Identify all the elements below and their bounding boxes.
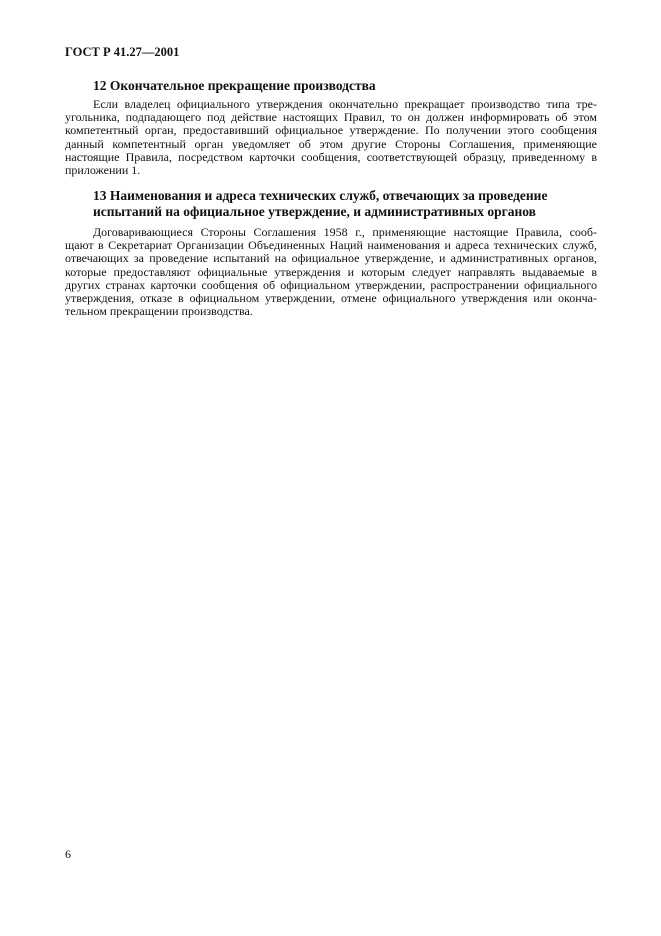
paragraph-line: которые предоставляют официальные утверждения и которым следует направлять выдаваемые в (65, 264, 597, 279)
section-13-heading (93, 188, 603, 220)
document-header: ГОСТ Р 41.27—2001 (65, 45, 180, 59)
page-number: 6 (65, 847, 71, 861)
paragraph-line: Договаривающиеся Стороны Соглашения 1958 г., применяющие настоящие Правила, сооб- (93, 225, 597, 239)
paragraph-line: угольника, подпадающего под действие настоящих Правил, то он должен информировать об этом (65, 110, 597, 125)
section-13-paragraph (65, 226, 597, 318)
paragraph-line: приложении 1. (65, 163, 141, 178)
paragraph-line: Если владелец официального утверждения окончательно прекращает производство типа тре- (93, 97, 597, 111)
paragraph-line: отвечающих за проведение испытаний на официальное утверждение, и административных органов, (65, 251, 597, 266)
paragraph-line: настоящие Правила, посредством карточки сообщения, соответствующей образцу, приведенному в (65, 149, 597, 164)
heading-line: испытаний на официальное утверждение, и административных органов (93, 204, 536, 219)
paragraph-line: компетентный орган, предоставивший официальное утверждение. По получении этого сообщения (65, 123, 597, 138)
heading-line: 12 Окончательное прекращение производства (93, 78, 376, 93)
paragraph-line: тельном прекращении производства. (65, 304, 253, 319)
section-12-paragraph (65, 98, 597, 177)
paragraph-line: щают в Секретариат Организации Объединенных Наций наименования и адреса технических служб, (65, 238, 597, 253)
section-12-heading (93, 78, 603, 94)
heading-line: 13 Наименования и адреса технических служб, отвечающих за проведение (93, 188, 548, 203)
paragraph-line: данный компетентный орган уведомляет об этом другие Стороны Соглашения, применяющие (65, 136, 597, 151)
paragraph-line: других странах карточки сообщения об официальном утверждении, распространении официального (65, 277, 597, 292)
paragraph-line: утверждения, отказе в официальном утверждении, отмене официального утверждения или оконча- (65, 291, 597, 306)
